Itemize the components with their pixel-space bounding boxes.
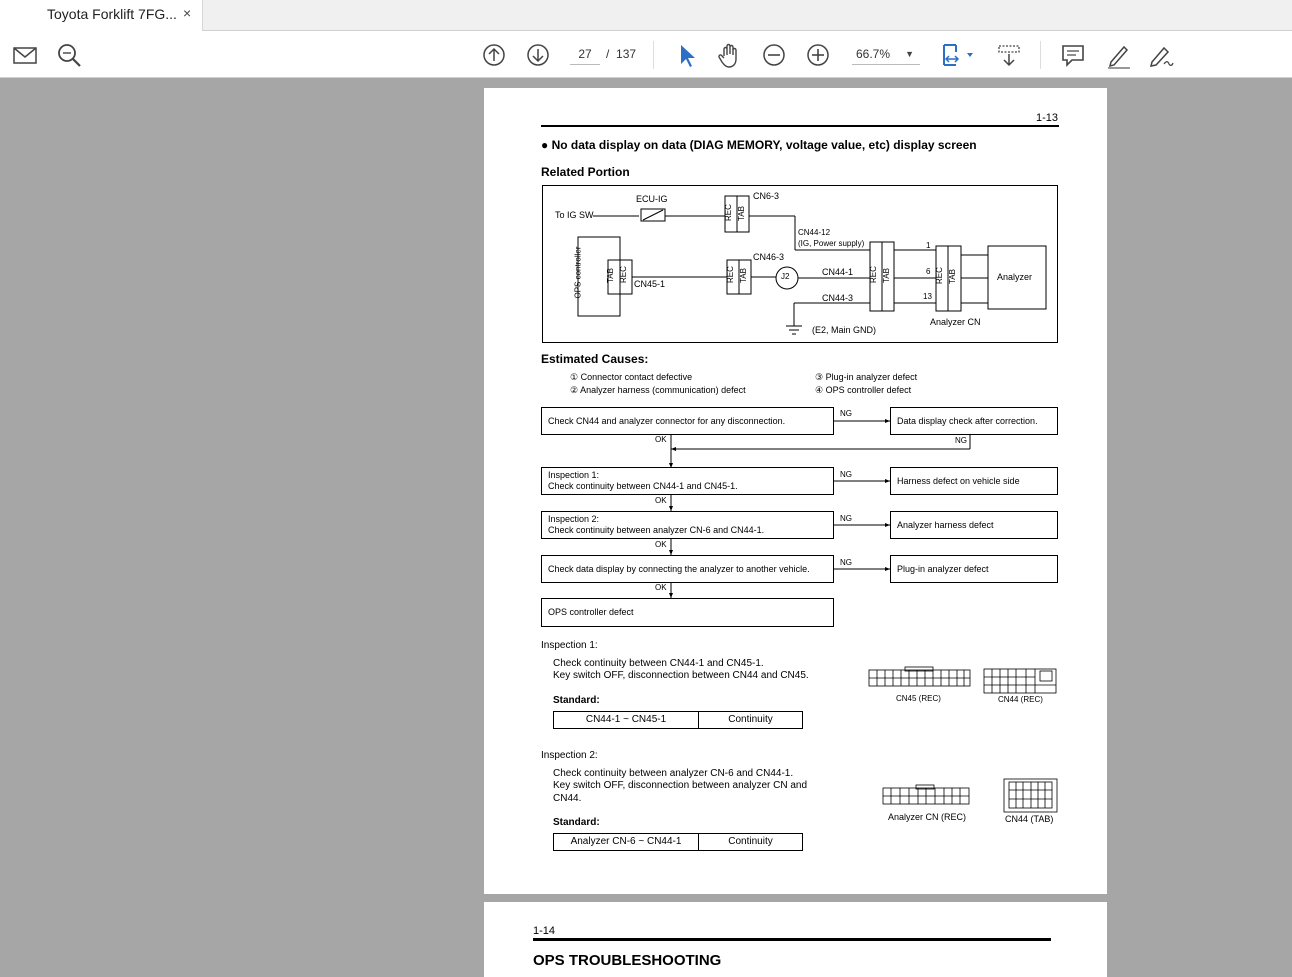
flow-step-text: Check continuity between analyzer CN-6 and CN44-1.	[548, 525, 765, 535]
document-tab[interactable]	[0, 0, 203, 31]
comment-icon[interactable]	[1058, 40, 1088, 70]
ng-label: NG	[840, 558, 852, 567]
cn44-tab-label: CN44 (TAB)	[1005, 814, 1054, 824]
cn6-3-label: CN6-3	[753, 191, 780, 201]
zoom-value: 66.7%	[856, 47, 891, 61]
connector-tab-label: TAB	[606, 268, 615, 283]
inspection-2-line: CN44.	[553, 793, 582, 804]
page-number-input[interactable]: 27	[570, 43, 600, 65]
flow-step-title: Inspection 2:	[548, 514, 600, 524]
analyzer-cn-label: Analyzer CN	[930, 317, 981, 327]
ok-label: OK	[655, 435, 667, 444]
standard-table-cell: Continuity	[698, 833, 803, 851]
connector-tab-label: TAB	[737, 206, 746, 221]
flow-result-harness-vehicle: Harness defect on vehicle side	[890, 467, 1058, 495]
highlight-pen-icon[interactable]	[1103, 40, 1133, 70]
ops-controller-label: OPS controller	[573, 246, 583, 299]
document-page	[484, 902, 1107, 977]
next-page-icon[interactable]	[523, 40, 553, 70]
pin-13-label: 13	[923, 292, 932, 301]
flow-result-ops-controller: OPS controller defect	[541, 598, 834, 627]
cn44-3-label: CN44-3	[822, 293, 854, 303]
flow-step-check-cn44: Check CN44 and analyzer connector for any disconnection.	[541, 407, 834, 435]
tab-close-icon[interactable]: ×	[183, 5, 192, 21]
toolbar-divider	[653, 41, 654, 69]
standard-table-cell: Continuity	[698, 711, 803, 729]
cn44-tab-connector-drawing	[1003, 778, 1059, 814]
analyzer-cn-rec-label: Analyzer CN (REC)	[888, 812, 967, 822]
toolbar	[0, 31, 1292, 78]
page-total	[606, 43, 636, 65]
flow-step-title: Inspection 1:	[548, 470, 600, 480]
analyzer-label: Analyzer	[997, 272, 1033, 282]
chevron-down-icon: ▼	[905, 49, 914, 59]
ng-label: NG	[840, 470, 852, 479]
cn45-connector-drawing	[868, 666, 972, 688]
connector-rec-label: REC	[619, 266, 628, 283]
zoom-out-icon[interactable]	[759, 40, 789, 70]
inspection-1-line: Key switch OFF, disconnection between CN44 and CN45.	[553, 670, 809, 681]
flow-step-inspection-2	[541, 511, 834, 539]
page-count: 137	[616, 47, 637, 61]
ecu-ig-label: ECU-IG	[636, 194, 668, 204]
connector-tab-label: TAB	[739, 268, 748, 283]
standard-label: Standard:	[553, 695, 600, 706]
analyzer-cn-connector-drawing	[882, 784, 971, 806]
inspection-1-line: Check continuity between CN44-1 and CN45-1.	[553, 658, 764, 669]
toolbar-divider	[1040, 41, 1041, 69]
scroll-mode-icon[interactable]	[994, 40, 1024, 70]
cn45-1-label: CN45-1	[634, 279, 666, 289]
fit-page-icon[interactable]	[938, 40, 978, 70]
flow-result-analyzer-harness: Analyzer harness defect	[890, 511, 1058, 539]
ng-label: NG	[955, 436, 967, 445]
select-tool-icon[interactable]	[671, 40, 701, 70]
section-heading: ● No data display on data (DIAG MEMORY, voltage value, etc) display screen	[541, 138, 977, 152]
connector-tab-label: TAB	[948, 269, 957, 284]
pin-1-label: 1	[926, 241, 931, 250]
inspection-2-line: Check continuity between analyzer CN-6 and CN44-1.	[553, 768, 794, 779]
cn44-12-label: CN44-12	[798, 228, 831, 237]
cause-item: ② Analyzer harness (communication) defect	[570, 385, 746, 395]
connector-tab-label: TAB	[882, 268, 891, 283]
flow-step-inspection-1	[541, 467, 834, 495]
cn46-3-label: CN46-3	[753, 252, 785, 262]
search-icon[interactable]	[54, 40, 84, 70]
to-ig-sw-label: To IG SW	[555, 210, 594, 220]
related-portion-label: Related Portion	[541, 165, 630, 179]
flow-result-plugin-analyzer: Plug-in analyzer defect	[890, 555, 1058, 583]
sign-icon[interactable]	[1146, 40, 1176, 70]
connector-rec-label: REC	[935, 267, 944, 284]
ng-label: NG	[840, 409, 852, 418]
ig-power-label: (IG, Power supply)	[798, 239, 865, 248]
ng-label: NG	[840, 514, 852, 523]
cause-item: ① Connector contact defective	[570, 372, 693, 382]
connector-rec-label: REC	[724, 204, 733, 221]
cn44-1-label: CN44-1	[822, 267, 854, 277]
page-number: 1-14	[533, 925, 556, 937]
cn44-rec-connector-drawing	[983, 668, 1059, 694]
estimated-causes-title: Estimated Causes:	[541, 352, 649, 366]
standard-label: Standard:	[553, 817, 600, 828]
flow-step-another-vehicle: Check data display by connecting the analyzer to another vehicle.	[541, 555, 834, 583]
cn44-rec-label: CN44 (REC)	[998, 695, 1043, 704]
flow-step-text: Check continuity between CN44-1 and CN45-1.	[548, 481, 738, 491]
pin-6-label: 6	[926, 267, 931, 276]
flow-result-display-check: Data display check after correction.	[890, 407, 1058, 435]
inspection-2-line: Key switch OFF, disconnection between analyzer CN and	[553, 780, 808, 791]
mail-icon[interactable]	[10, 40, 40, 70]
previous-page-icon[interactable]	[479, 40, 509, 70]
connector-rec-label: REC	[869, 266, 878, 283]
standard-table-cell: CN44-1 ~ CN45-1	[553, 711, 699, 729]
inspection-2-title: Inspection 2:	[541, 750, 598, 761]
cn45-rec-label: CN45 (REC)	[896, 694, 941, 703]
inspection-1-title: Inspection 1:	[541, 640, 598, 651]
ok-label: OK	[655, 540, 667, 549]
standard-table-cell: Analyzer CN-6 ~ CN44-1	[553, 833, 699, 851]
cause-item: ④ OPS controller defect	[815, 385, 912, 395]
ok-label: OK	[655, 583, 667, 592]
ok-label: OK	[655, 496, 667, 505]
zoom-select[interactable]	[852, 43, 920, 65]
hand-tool-icon[interactable]	[715, 40, 745, 70]
header-rule	[533, 938, 1051, 941]
tab-title: Toyota Forklift 7FG...	[47, 6, 177, 22]
document-page	[484, 88, 1107, 894]
cause-item: ③ Plug-in analyzer defect	[815, 372, 918, 382]
connector-rec-label: REC	[726, 266, 735, 283]
section-heading: OPS TROUBLESHOOTING	[533, 952, 722, 969]
page-separator: /	[606, 47, 610, 61]
junction-j2-label: J2	[781, 272, 790, 281]
ground-label: (E2, Main GND)	[812, 325, 877, 335]
page-number: 1-13	[1036, 112, 1059, 124]
tab-bar	[0, 0, 1292, 31]
zoom-in-icon[interactable]	[803, 40, 833, 70]
